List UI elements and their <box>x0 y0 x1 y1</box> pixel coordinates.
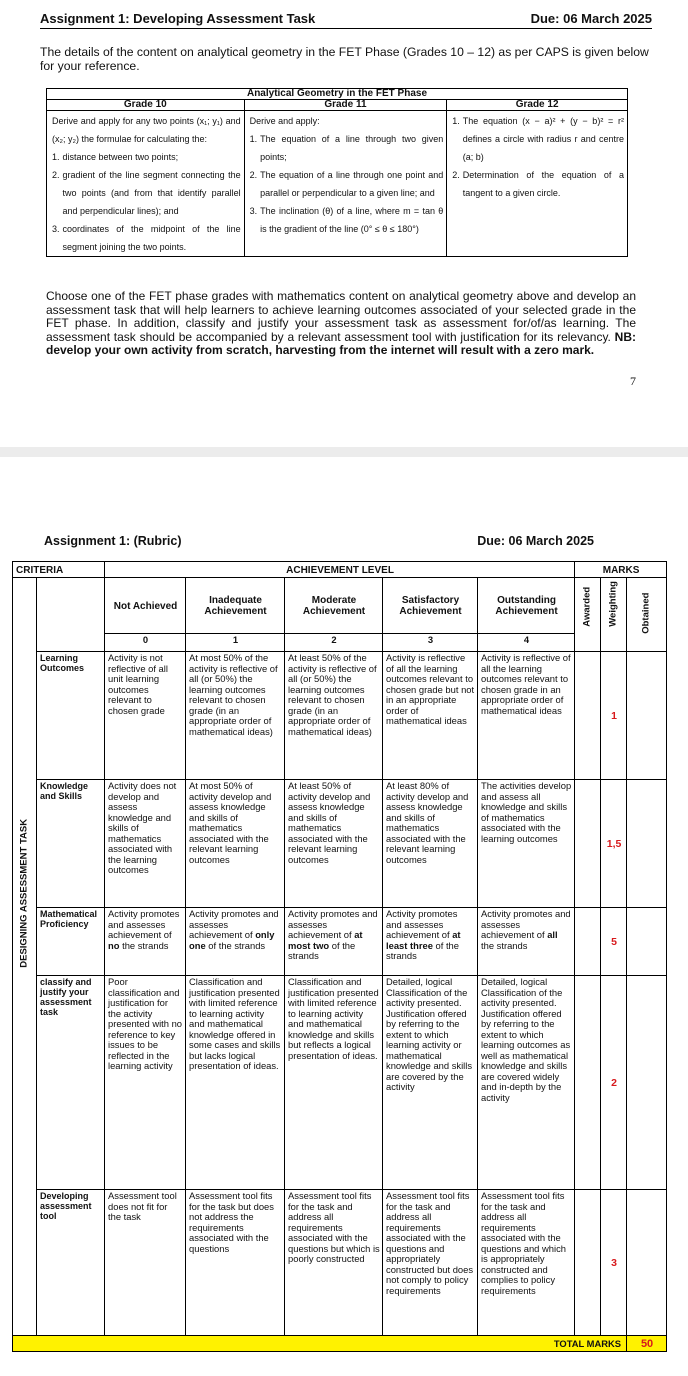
awarded-cell <box>575 908 601 976</box>
due-date: Due: 06 March 2025 <box>530 11 652 26</box>
awarded-header: Awarded <box>575 578 601 652</box>
weighting-value: 2 <box>601 976 627 1190</box>
grade-11-header: Grade 11 <box>244 100 447 111</box>
rubric-cell: The activities develop and assess all knowledge and skills of mathematics associated with the learning outcomes <box>478 780 575 908</box>
level-score: 2 <box>285 634 383 652</box>
weighting-header: Weighting <box>601 578 627 652</box>
criterion-label: Learning Outcomes <box>37 652 105 780</box>
task-instructions <box>46 290 636 358</box>
rubric-cell: At most 50% of activity develop and assess knowledge and skills of mathematics associated with the relevant learning outcomes <box>186 780 285 908</box>
rubric-cell: Activity promotes and assesses achievement of at least three of the strands <box>383 908 478 976</box>
side-label-cell <box>13 578 37 1336</box>
rubric-cell: Activity is not reflective of all unit learning outcomes relevant to chosen grade <box>105 652 186 780</box>
level-name: Satisfactory Achievement <box>383 578 478 634</box>
rubric-cell: Assessment tool fits for the task and address all requirements associated with the questions but which is poorly constructed <box>285 1190 383 1336</box>
list-item: 1. distance between two points; <box>52 152 179 162</box>
rubric-cell: Activity promotes and assesses achievement of at most two of the strands <box>285 908 383 976</box>
criterion-label: Knowledge and Skills <box>37 780 105 908</box>
rubric-cell: Activity is reflective of all the learning outcomes relevant to chosen grade but not in an appropriate order of mathematical ideas <box>383 652 478 780</box>
rubric-cell: Activity does not develop and assess knowledge and skills of mathematics associated with the learning outcomes <box>105 780 186 908</box>
rubric-cell: Activity promotes and assesses achievement of only one of the strands <box>186 908 285 976</box>
obtained-cell <box>627 908 667 976</box>
level-name: Inadequate Achievement <box>186 578 285 634</box>
grade-10-lead: Derive and apply for any two points (x₁; y₁) and (x₂; y₂) the formulae for calculating the: <box>52 116 241 144</box>
criterion-label: Developing assessment tool <box>37 1190 105 1336</box>
rubric-cell: Classification and justification presented with limited reference to learning activity and mathematical knowledge and skills but reflects a logical presentation of ideas. <box>285 976 383 1190</box>
list-item: 3. coordinates of the midpoint of the line segment joining the two points. <box>52 224 241 252</box>
nb-note: NB: develop your own activity from scratch, harvesting from the internet will result with a zero mark. <box>46 329 636 358</box>
rubric-header <box>44 533 594 551</box>
assignment-title: Assignment 1: Developing Assessment Task <box>40 11 316 26</box>
level-name: Moderate Achievement <box>285 578 383 634</box>
rubric-cell: Assessment tool fits for the task but does not address the requirements associated with the questions <box>186 1190 285 1336</box>
grade-10-header: Grade 10 <box>47 100 245 111</box>
rubric-table <box>12 561 667 1352</box>
obtained-header: Obtained <box>627 578 667 652</box>
rubric-cell: Detailed, logical Classification of the activity presented. Justification offered by referring to the extent to which learning activity or mathematical knowledge and skills are covered by the activity <box>383 976 478 1190</box>
rubric-cell: Activity is reflective of all the learning outcomes relevant to chosen grade in an appropriate order of mathematical ideas <box>478 652 575 780</box>
rubric-cell: At least 50% of the activity is reflective of all (or 50%) the learning outcomes relevant to chosen grade (in an appropriate order of mathematical ideas) <box>285 652 383 780</box>
rubric-cell: Assessment tool does not fit for the task <box>105 1190 186 1336</box>
awarded-cell <box>575 780 601 908</box>
awarded-cell <box>575 652 601 780</box>
criteria-header: CRITERIA <box>13 562 105 578</box>
level-score: 0 <box>105 634 186 652</box>
grade-11-content <box>244 111 447 257</box>
criterion-label: classify and justify your assessment task <box>37 976 105 1190</box>
assignment-page <box>0 0 688 420</box>
rubric-due-date: Due: 06 March 2025 <box>477 534 594 548</box>
rubric-cell: Activity promotes and assesses achievement of all the strands <box>478 908 575 976</box>
table-row <box>13 780 667 908</box>
level-score: 4 <box>478 634 575 652</box>
rubric-cell: Classification and justification presented with limited reference to learning activity and mathematical knowledge offered in some cases and skills but lacks logical presentation of ideas. <box>186 976 285 1190</box>
weighting-value: 5 <box>601 908 627 976</box>
weighting-value: 1,5 <box>601 780 627 908</box>
weighting-value: 1 <box>601 652 627 780</box>
list-item: 2. gradient of the line segment connecting the two points (and from that identify parallel and perpendicular lines); and <box>52 170 241 216</box>
level-name: Outstanding Achievement <box>478 578 575 634</box>
list-item: 2. Determination of the equation of a tangent to a given circle. <box>452 170 624 198</box>
total-marks-label: TOTAL MARKS <box>13 1336 627 1352</box>
rubric-cell: At most 50% of the activity is reflective of all (or 50%) the learning outcomes relevant to chosen grade (in an appropriate order of mathematical ideas) <box>186 652 285 780</box>
task-text: Choose one of the FET phase grades with mathematics content on analytical geometry above and develop an assessment task that will help learners to achieve learning outcomes associated of your selected grade in the FET phase. In addition, classify and justify your assessment task as assessment for/of/as learning. The assessment task should be accompanied by a relevant assessment tool with justification for its relevancy. <box>46 289 636 344</box>
table-row <box>13 652 667 780</box>
grade-11-lead: Derive and apply: <box>249 116 320 126</box>
criterion-label: Mathematical Proficiency <box>37 908 105 976</box>
list-item: 1. The equation (x − a)² + (y − b)² = r² defines a circle with radius r and centre (a; b) <box>452 116 624 162</box>
table-row <box>13 1190 667 1336</box>
level-score: 3 <box>383 634 478 652</box>
rubric-title: Assignment 1: (Rubric) <box>44 534 182 548</box>
grade-12-content <box>447 111 628 257</box>
rubric-cell: Detailed, logical Classification of the activity presented. Justification offered by referring to the extent to which learning outcomes as well as mathematical knowledge and skills are covered widely and in-depth by the activity <box>478 976 575 1190</box>
awarded-cell <box>575 1190 601 1336</box>
intro-paragraph: The details of the content on analytical geometry in the FET Phase (Grades 10 – 12) as per CAPS is given below for your reference. <box>40 45 649 73</box>
rubric-cell: Assessment tool fits for the task and address all requirements associated with the questions and appropriately constructed but does not comply to policy requirements <box>383 1190 478 1336</box>
rubric-cell: Poor classification and justification for the activity presented with no reference to key issues to be reflected in the learning activity <box>105 976 186 1190</box>
obtained-cell <box>627 976 667 1190</box>
obtained-cell <box>627 652 667 780</box>
list-item: 1. The equation of a line through two given points; <box>249 134 444 162</box>
list-item: 2. The equation of a line through one point and parallel or perpendicular to a given line; and <box>249 170 444 198</box>
rubric-cell: At least 80% of activity develop and assess knowledge and skills of mathematics associated with the relevant learning outcomes <box>383 780 478 908</box>
rubric-cell: Activity promotes and assesses achievement of no the strands <box>105 908 186 976</box>
table-row <box>13 908 667 976</box>
page-number: 7 <box>630 374 636 388</box>
marks-header: MARKS <box>575 562 667 578</box>
weighting-value: 3 <box>601 1190 627 1336</box>
total-row <box>13 1336 667 1352</box>
obtained-cell <box>627 780 667 908</box>
rubric-cell: At least 50% of activity develop and assess knowledge and skills of mathematics associated with the relevant learning outcomes <box>285 780 383 908</box>
achievement-header: ACHIEVEMENT LEVEL <box>105 562 575 578</box>
rubric-cell: Assessment tool fits for the task and address all requirements associated with the questions and which is appropriately constructed and complies to policy requirements <box>478 1190 575 1336</box>
level-score: 1 <box>186 634 285 652</box>
list-item: 3. The inclination (θ) of a line, where m = tan θ is the gradient of the line (0° ≤ θ ≤ 180°) <box>249 206 444 234</box>
table-row <box>13 976 667 1190</box>
level-name: Not Achieved <box>105 578 186 634</box>
page-header <box>40 9 652 29</box>
grade-10-content <box>47 111 245 257</box>
awarded-cell <box>575 976 601 1190</box>
side-label: DESIGNING ASSESSMENT TASK <box>18 819 30 968</box>
table-title: Analytical Geometry in the FET Phase <box>47 89 628 100</box>
page-separator <box>0 447 688 457</box>
grade-12-header: Grade 12 <box>447 100 628 111</box>
obtained-cell <box>627 1190 667 1336</box>
analytical-geometry-table <box>46 88 628 257</box>
total-marks-value: 50 <box>627 1336 667 1352</box>
